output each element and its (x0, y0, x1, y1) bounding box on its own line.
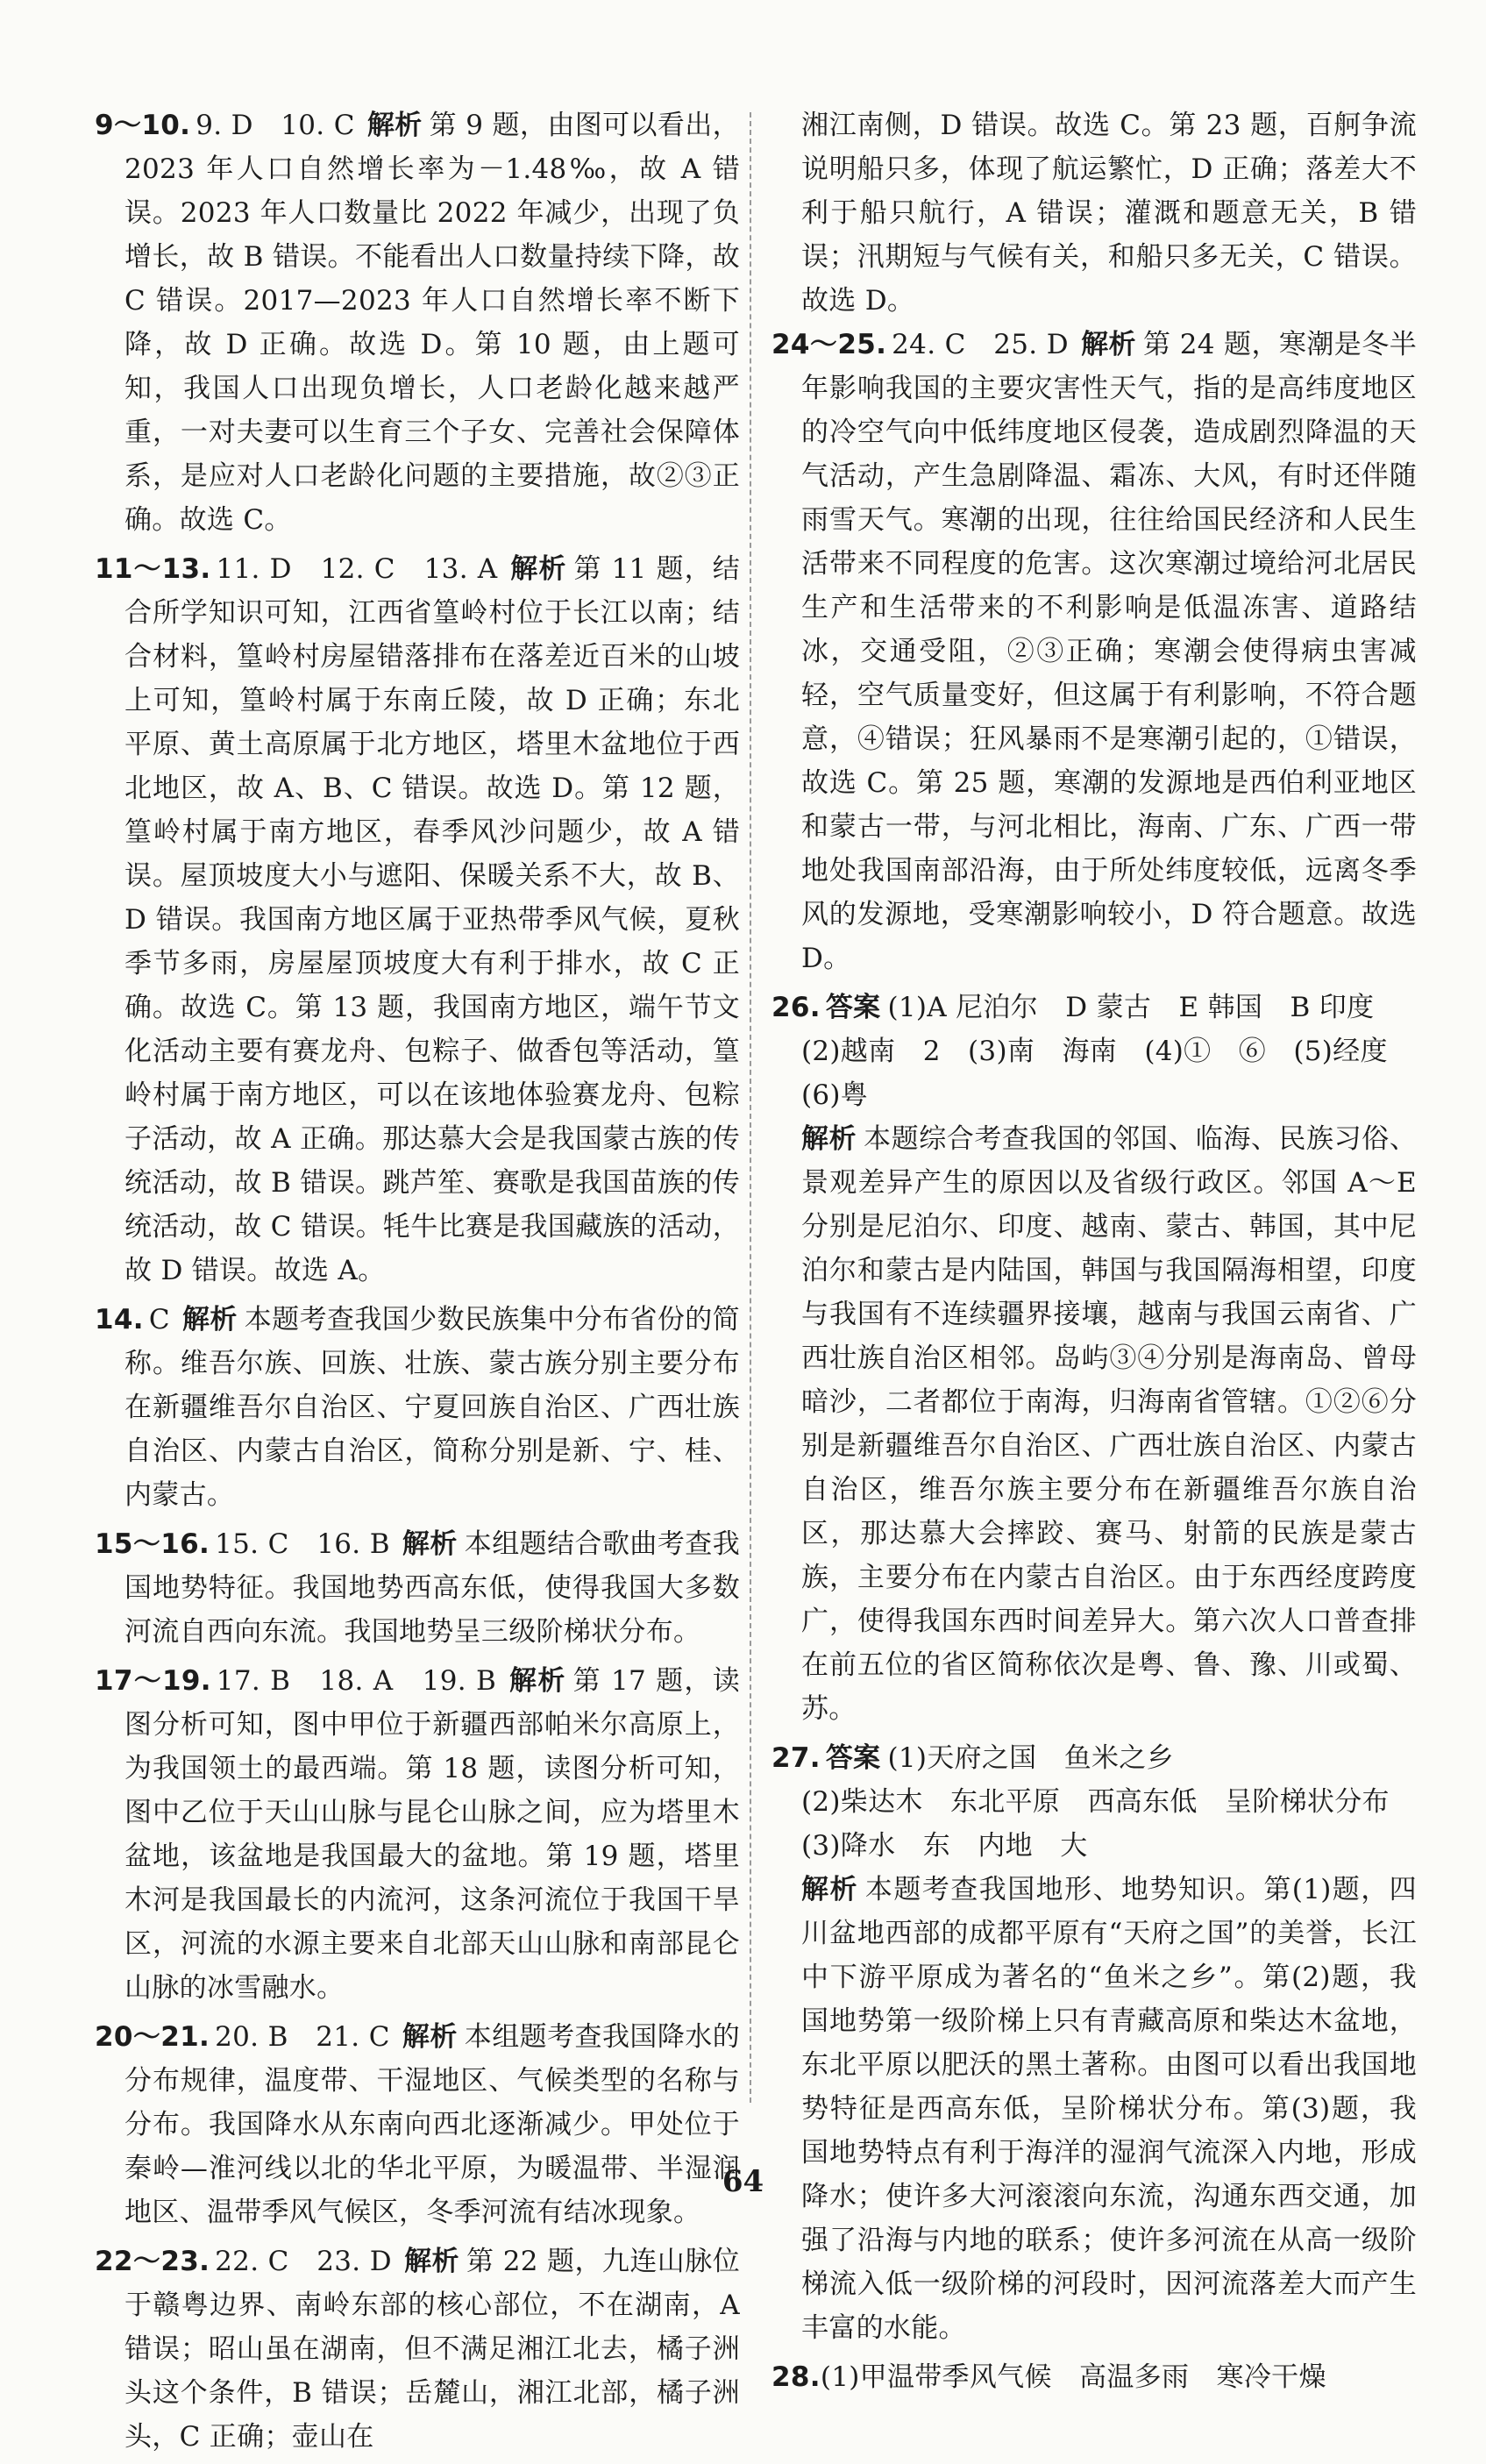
analysis-label: 解析 (509, 553, 567, 585)
analysis-label: 解析 (1080, 329, 1136, 360)
question-number: 14. (95, 1304, 144, 1335)
analysis-text: 第 24 题，寒潮是冬半年影响我国的主要灾害性天气，指的是高纬度地区的冷空气向中低纬度地区侵袭，造成剧烈降温的天气活动，产生急剧降温、霜冻、大风，有时还伴随雨雪天气。寒潮的出现，往往给国民经济和人民生活带来不同程度的危害。这次寒潮过境给河北居民生产和生活带来的不利影响是低温冻害、道路结冰，交通受阻，②③正确；寒潮会使得病虫害减轻，空气质量变好，但这属于有利影响，不符合题意，④错误；狂风暴雨不是寒潮引起的，①错误，故选 C。第 25 题，寒潮的发源地是西伯利亚地区和蒙古一带，与河北相比，海南、广东、广西一带地处我国南部沿海，由于所处纬度较低，远离冬季风的发源地，受寒潮影响较小，D 符合题意。故选 D。 (801, 329, 1417, 974)
question-number: 28. (771, 2361, 821, 2393)
question-number: 11～13. (95, 553, 211, 585)
analysis-label: 解析 (801, 1874, 858, 1905)
answer-entry-11-13 (95, 547, 740, 1293)
answer-entry-22-23 (95, 2240, 740, 2459)
answer-label: 答案 (825, 1742, 881, 1774)
answer-key: 24. C 25. D (892, 329, 1069, 360)
question-number: 9～10. (95, 110, 191, 141)
answer-line: (6)粤 (801, 1079, 869, 1111)
analysis-label: 解析 (402, 2021, 458, 2053)
analysis-label: 解析 (366, 110, 423, 141)
analysis-text: 第 17 题，读图分析可知，图中甲位于新疆西部帕米尔高原上，为我国领土的最西端。第 18 题，读图分析可知，图中乙位于天山山脉与昆仑山脉之间，应为塔里木盆地，该盆地是我国最大的盆地。第 19 题，塔里木河是我国最长的内流河，这条河流位于我国干旱区，河流的水源主要来自北部天山山脉和南部昆仑山脉的冰雪融水。 (124, 1665, 741, 2004)
answer-line: (2)柴达木 东北平原 西高东低 呈阶梯状分布 (801, 1786, 1390, 1818)
question-number: 20～21. (95, 2021, 210, 2053)
right-column (771, 103, 1417, 2404)
answer-part: (1)甲温带季风气候 高温多雨 寒冷干燥 (820, 2361, 1326, 2393)
analysis-text: 本题综合考查我国的邻国、临海、民族习俗、景观差异产生的原因以及省级行政区。邻国 A～E 分别是尼泊尔、印度、越南、蒙古、韩国，其中尼泊尔和蒙古是内陆国，韩国与我国隔海相望，印度与我国有不连续疆界接壤，越南与我国云南省、广西壮族自治区相邻。岛屿③④分别是海南岛、曾母暗沙，二者都位于南海，归海南省管辖。①②⑥分别是新疆维吾尔自治区、广西壮族自治区、内蒙古自治区，维吾尔族主要分布在新疆维吾尔族自治区，那达慕大会摔跤、赛马、射箭的民族是蒙古族，主要分布在内蒙古自治区。由于东西经度跨度广，使得我国东西时间差异大。第六次人口普查排在前五位的省区简称依次是粤、鲁、豫、川或蜀、苏。 (801, 1123, 1417, 1725)
question-number: 26. (771, 992, 821, 1023)
analysis-label: 解析 (508, 1665, 566, 1697)
answer-key: 9. D 10. C (196, 110, 355, 141)
analysis-text: 第 22 题，九连山脉位于赣粤边界、南岭东部的核心部位，不在湖南，A 错误；昭山虽在湖南，但不满足湘江北去，橘子洲头这个条件，B 错误；岳麓山，湘江北部，橘子洲头，C 正确；壶山在 (124, 2246, 740, 2453)
answer-entry-17-19 (95, 1659, 740, 2010)
analysis-text: 第 11 题，结合所学知识可知，江西省篁岭村位于长江以南；结合材料，篁岭村房屋错落排布在落差近百米的山坡上可知，篁岭村属于东南丘陵，故 D 正确；东北平原、黄土高原属于北方地区，塔里木盆地位于西北地区，故 A、B、C 错误。故选 D。第 12 题，篁岭村属于南方地区，春季风沙问题少，故 A 错误。屋顶坡度大小与遮阳、保暖关系不大，故 B、D 错误。我国南方地区属于亚热带季风气候，夏秋季节多雨，房屋屋顶坡度大有利于排水，故 C 正确。故选 C。第 13 题，我国南方地区，端午节文化活动主要有赛龙舟、包粽子、做香包等活动，篁岭村属于南方地区，可以在该地体验赛龙舟、包粽子活动，故 A 正确。那达慕大会是我国蒙古族的传统活动，故 B 错误。跳芦笙、赛歌是我国苗族的传统活动，故 C 错误。牦牛比赛是我国藏族的活动，故 D 错误。故选 A。 (124, 553, 740, 1286)
answer-key: 11. D 12. C 13. A (216, 553, 498, 585)
answer-line: (2)越南 2 (3)南 海南 (4)① ⑥ (5)经度 (801, 1036, 1388, 1067)
answer-entry-9-10 (95, 103, 740, 542)
analysis-text: 本题考查我国地形、地势知识。第(1)题，四川盆地西部的成都平原有“天府之国”的美誉，长江中下游平原成为著名的“鱼米之乡”。第(2)题，我国地势第一级阶梯上只有青藏高原和柴达木盆地，东北平原以肥沃的黑土著称。由图可以看出我国地势特征是西高东低，呈阶梯状分布。第(3)题，我国地势特点有利于海洋的湿润气流深入内地，形成降水；使许多大河滚滚向东流，沟通东西交通，加强了沿海与内地的联系；使许多河流在从高一级阶梯流入低一级阶梯的河段时，因河流落差大而产生丰富的水能。 (801, 1874, 1417, 2344)
answer-key: C (148, 1304, 170, 1335)
question-number: 15～16. (95, 1528, 210, 1560)
answer-entry-24-25 (771, 323, 1417, 980)
column-divider (750, 112, 751, 2103)
answer-entry-20-21 (95, 2015, 740, 2234)
analysis-text: 本题考查我国少数民族集中分布省份的简称。维吾尔族、回族、壮族、蒙古族分别主要分布在新疆维吾尔自治区、宁夏回族自治区、广西壮族自治区、内蒙古自治区，简称分别是新、宁、桂、内蒙古。 (124, 1304, 740, 1511)
page-number: 64 (722, 2164, 764, 2199)
answer-key: 17. B 18. A 19. B (216, 1665, 497, 1697)
question-number: 27. (771, 1742, 821, 1774)
answer-line: (3)降水 东 内地 大 (801, 1830, 1088, 1862)
question-number: 24～25. (771, 329, 887, 360)
answer-part: (1)A 尼泊尔 D 蒙古 E 韩国 B 印度 (887, 992, 1375, 1023)
continuation-text: 湘江南侧，D 错误。故选 C。第 23 题，百舸争流说明船只多，体现了航运繁忙，D 正确；落差大不利于船只航行，A 错误；灌溉和题意无关，B 错误；汛期短与气候有关，和船只多无关，C 错误。故选 D。 (801, 110, 1417, 317)
answer-entry-28 (771, 2355, 1417, 2399)
answer-label: 答案 (825, 992, 881, 1023)
left-column (95, 103, 740, 2464)
answer-key: 22. C 23. D (215, 2246, 392, 2277)
answer-key: 20. B 21. C (215, 2021, 390, 2053)
question-number: 22～23. (95, 2246, 210, 2277)
analysis-label: 解析 (403, 2246, 459, 2277)
answer-entry-14 (95, 1298, 740, 1517)
answer-line (771, 1736, 1417, 1780)
analysis-label: 解析 (181, 1304, 238, 1335)
answer-line (771, 986, 1417, 1029)
question-number: 17～19. (95, 1665, 211, 1697)
analysis-text: 本组题结合歌曲考查我国地势特征。我国地势西高东低，使得我国大多数河流自西向东流。我国地势呈三级阶梯状分布。 (124, 1528, 741, 1648)
answer-key: 15. C 16. B (215, 1528, 390, 1560)
analysis-text: 本组题考查我国降水的分布规律，温度带、干湿地区、气候类型的名称与分布。我国降水从东南向西北逐渐减少。甲处位于秦岭—淮河线以北的华北平原，为暖温带、半湿润地区、温带季风气候区，冬季河流有结冰现象。 (124, 2021, 741, 2228)
analysis-paragraph (771, 1117, 1417, 1731)
answer-entry-26 (771, 986, 1417, 1731)
analysis-text: 第 9 题，由图可以看出，2023 年人口自然增长率为－1.48‰，故 A 错误。2023 年人口数量比 2022 年减少，出现了负增长，故 B 错误。不能看出人口数量持续下降，故 C 错误。2017—2023 年人口自然增长率不断下降，故 D 正确。故选 D。第 10 题，由上题可知，我国人口出现负增长，人口老龄化越来越严重，一对夫妻可以生育三个子女、完善社会保障体系，是应对人口老龄化问题的主要措施，故②③正确。故选 C。 (124, 110, 740, 536)
answer-entry-27 (771, 1736, 1417, 2350)
analysis-label: 解析 (801, 1123, 857, 1155)
analysis-paragraph (771, 1868, 1417, 2350)
answer-entry-15-16 (95, 1522, 740, 1654)
analysis-label: 解析 (402, 1528, 458, 1560)
answer-part: (1)天府之国 鱼米之乡 (887, 1742, 1174, 1774)
